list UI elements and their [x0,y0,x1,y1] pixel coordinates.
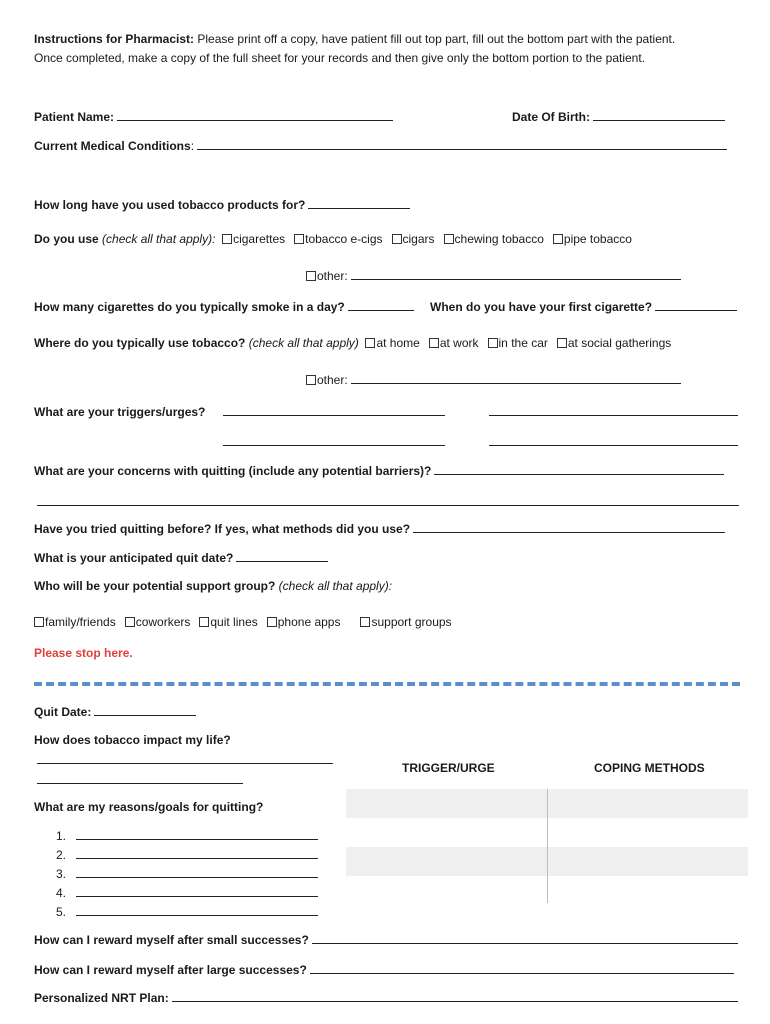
reason-item-2: 2. [56,847,318,863]
dob-field[interactable] [593,109,725,121]
where-other-field[interactable] [351,372,681,384]
impact-label: How does tobacco impact my life? [34,733,231,747]
tried-field[interactable] [413,521,725,533]
use-option-cigarettes[interactable]: cigarettes [222,232,285,246]
where-hint: (check all that apply) [248,336,359,350]
where-other-label: other: [317,373,348,387]
support-options-row [34,614,461,630]
reward-large-label: How can I reward myself after large successes? [34,963,307,977]
checkbox-icon[interactable] [392,234,402,244]
cigs-per-day-label: How many cigarettes do you typically smoke in a day? [34,300,345,314]
support-hint: (check all that apply): [278,579,393,593]
concerns-row [34,463,724,479]
use-option-chewing[interactable]: chewing tobacco [444,232,544,246]
impact-field-1[interactable] [37,752,333,764]
table-column-divider [547,789,548,903]
concerns-field-2[interactable] [37,494,739,506]
reason-item-4: 4. [56,885,318,901]
reason-field-5[interactable] [76,904,318,916]
checkbox-icon[interactable] [306,375,316,385]
patient-name-row [34,109,393,125]
triggers-label: What are your triggers/urges? [34,405,206,419]
use-other-label: other: [317,269,348,283]
support-option-family[interactable]: family/friends [34,615,116,629]
where-option-social[interactable]: at social gatherings [557,336,671,350]
instructions-text-1: Please print off a copy, have patient fill out top part, fill out the bottom part with the patient. [194,32,676,46]
use-other-row[interactable] [306,268,681,284]
reason-field-1[interactable] [76,828,318,840]
use-label: Do you use [34,232,99,246]
where-row [34,335,680,351]
reward-small-row [34,932,738,948]
concerns-label: What are your concerns with quitting (include any potential barriers)? [34,464,432,478]
nrt-plan-label: Personalized NRT Plan: [34,991,169,1005]
use-hint: (check all that apply): [102,232,216,246]
checkbox-icon[interactable] [222,234,232,244]
checkbox-icon[interactable] [488,338,498,348]
quit-date-question-label: What is your anticipated quit date? [34,551,234,565]
reward-small-field[interactable] [312,932,738,944]
reward-small-label: How can I reward myself after small successes? [34,933,309,947]
conditions-colon: : [190,139,195,153]
reward-large-row [34,962,734,978]
concerns-field-1[interactable] [434,463,724,475]
reason-field-3[interactable] [76,866,318,878]
triggers-field-3[interactable] [223,434,445,446]
tried-row [34,521,725,537]
where-option-car[interactable]: in the car [488,336,548,350]
where-other-row[interactable] [306,372,681,388]
conditions-label: Current Medical Conditions [34,139,191,153]
reason-field-2[interactable] [76,847,318,859]
impact-row [34,732,231,748]
triggers-field-1[interactable] [223,404,445,416]
quit-date-question-row [34,550,328,566]
checkbox-icon[interactable] [199,617,209,627]
where-option-home[interactable]: at home [365,336,419,350]
support-label: Who will be your potential support group? [34,579,276,593]
quit-date-row [34,704,196,720]
patient-name-field[interactable] [117,109,393,121]
checkbox-icon[interactable] [557,338,567,348]
checkbox-icon[interactable] [125,617,135,627]
checkbox-icon[interactable] [360,617,370,627]
use-other-field[interactable] [351,268,681,280]
tried-label: Have you tried quitting before? If yes, what methods did you use? [34,522,411,536]
table-header-coping: COPING METHODS [594,761,705,775]
duration-row [34,197,410,213]
reason-item-3: 3. [56,866,318,882]
checkbox-icon[interactable] [444,234,454,244]
conditions-row [34,138,727,154]
nrt-plan-field[interactable] [172,990,738,1002]
reasons-label: What are my reasons/goals for quitting? [34,800,264,814]
reward-large-field[interactable] [310,962,734,974]
patient-name-label: Patient Name: [34,110,115,124]
use-option-pipe[interactable]: pipe tobacco [553,232,632,246]
cigs-per-day-field[interactable] [348,299,414,311]
support-option-quitlines[interactable]: quit lines [199,615,257,629]
checkbox-icon[interactable] [553,234,563,244]
instructions-label: Instructions for Pharmacist: [34,32,195,46]
reason-item-5: 5. [56,904,318,920]
support-option-groups[interactable]: support groups [360,615,451,629]
dob-label: Date Of Birth: [512,110,590,124]
first-cig-label: When do you have your first cigarette? [430,300,653,314]
where-option-work[interactable]: at work [429,336,479,350]
where-label: Where do you typically use tobacco? [34,336,246,350]
checkbox-icon[interactable] [294,234,304,244]
reason-item-1: 1. [56,828,318,844]
impact-field-2[interactable] [37,772,243,784]
checkbox-icon[interactable] [365,338,375,348]
reason-field-4[interactable] [76,885,318,897]
support-option-coworkers[interactable]: coworkers [125,615,191,629]
first-cig-field[interactable] [655,299,737,311]
triggers-row [34,404,205,420]
support-option-apps[interactable]: phone apps [267,615,341,629]
nrt-plan-row [34,990,738,1006]
use-row [34,231,641,247]
quit-date-label: Quit Date: [34,705,92,719]
use-option-cigars[interactable]: cigars [392,232,435,246]
duration-field[interactable] [308,197,410,209]
instructions-line-1 [34,31,675,47]
cut-divider [34,682,740,686]
quit-date-field[interactable] [94,704,196,716]
checkbox-icon[interactable] [267,617,277,627]
triggers-field-2[interactable] [489,404,738,416]
conditions-field[interactable] [197,138,727,150]
dob-row [512,109,725,125]
checkbox-icon[interactable] [429,338,439,348]
checkbox-icon[interactable] [34,617,44,627]
duration-label: How long have you used tobacco products for? [34,198,306,212]
support-row [34,578,392,594]
checkbox-icon[interactable] [306,271,316,281]
quit-date-question-field[interactable] [236,550,328,562]
triggers-field-4[interactable] [489,434,738,446]
table-header-trigger: TRIGGER/URGE [402,761,495,775]
first-cig-row [430,299,737,315]
stop-notice: Please stop here. [34,646,133,660]
use-option-ecigs[interactable]: tobacco e-cigs [294,232,382,246]
reasons-row [34,799,263,815]
cigs-per-day-row [34,299,414,315]
instructions-line-2: Once completed, make a copy of the full sheet for your records and then give only the bottom portion to the patient. [34,51,646,65]
